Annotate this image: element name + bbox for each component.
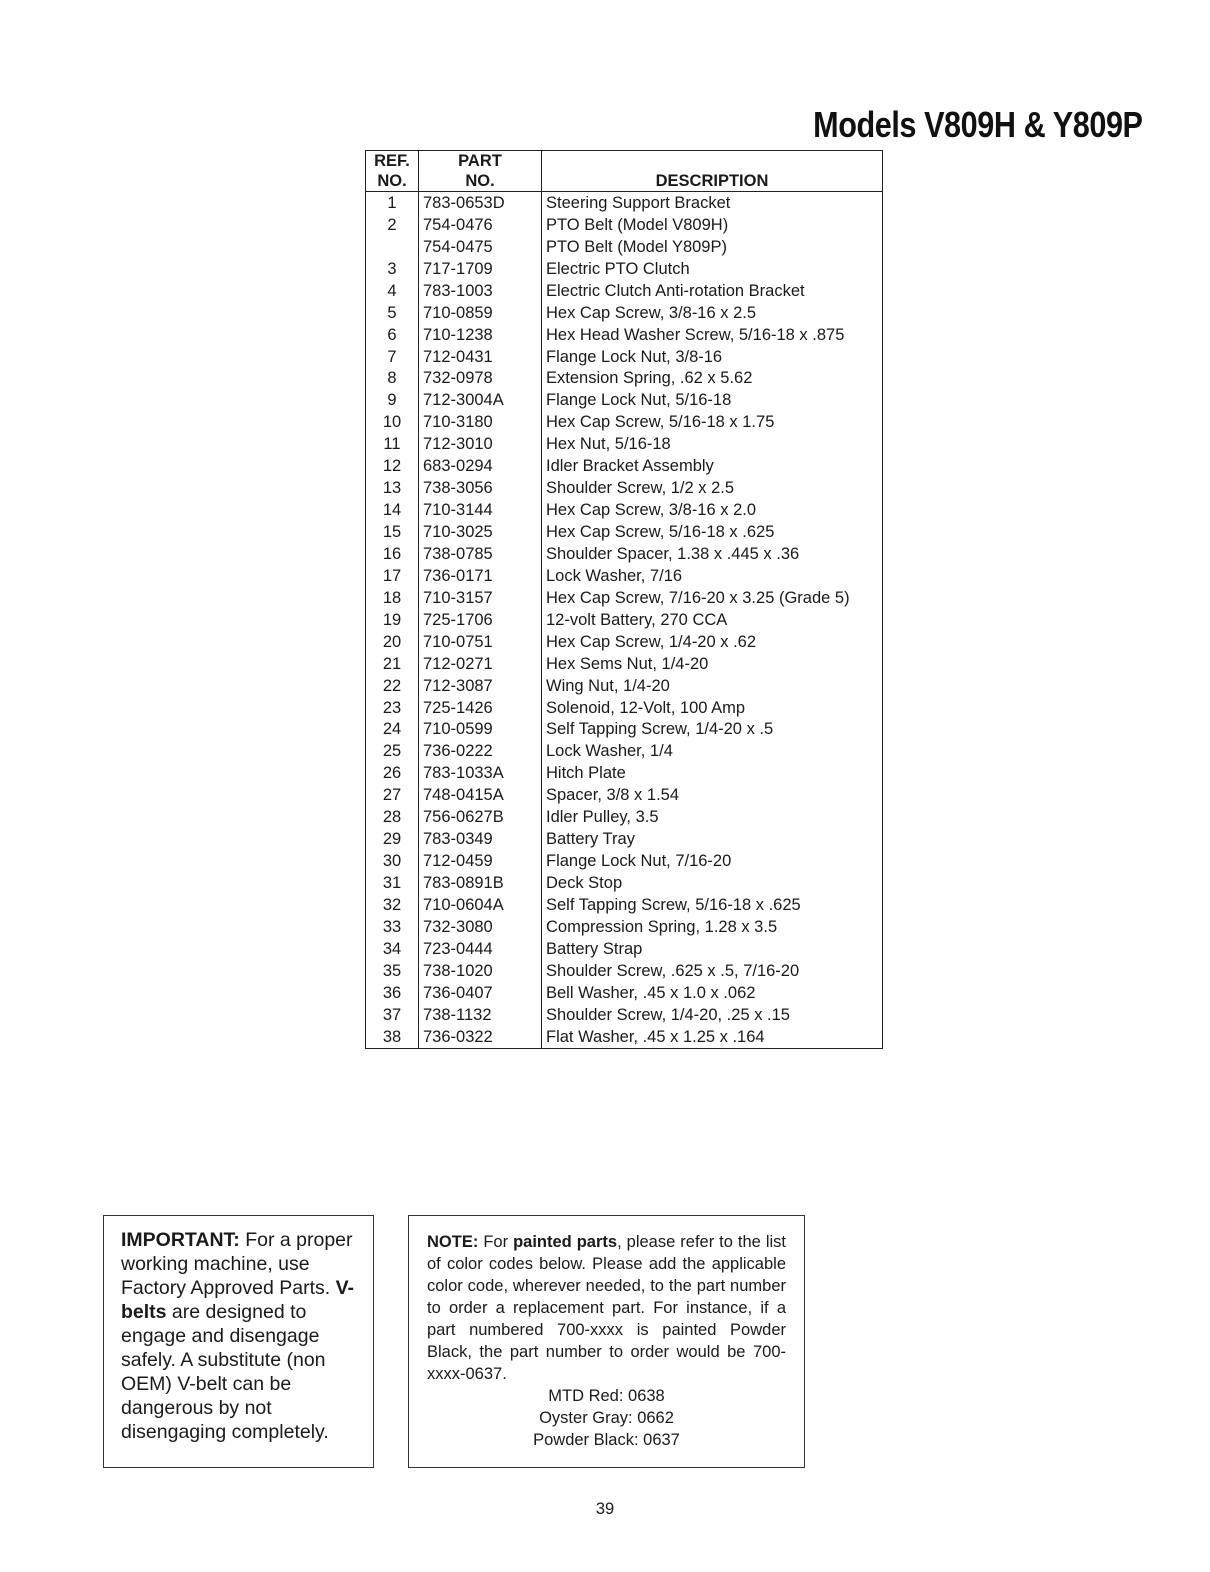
color-code: MTD Red: 0638 [548,1387,665,1405]
color-code: Powder Black: 0637 [533,1431,680,1449]
table-row [366,894,883,916]
table-body [366,192,883,1049]
table-row [366,214,883,236]
table-row [366,784,883,806]
table-row [366,324,883,346]
note-text-2: , please refer to the list of color codes below. Please add the applicable color code, wherever needed, to the part number to order a replacement part. For instance, if a part numbered 700-xxxx is painted Powder Black, the part number to order would be 700-xxxx-0637. [427,1233,787,1383]
ref-number-cell: 19 [366,609,419,631]
ref-number-cell: 27 [366,784,419,806]
part-number-cell: 748-0415A [419,784,542,806]
part-number-cell: 712-0431 [419,346,542,368]
important-notice [103,1215,374,1468]
ref-number-cell: 35 [366,960,419,982]
ref-number-cell: 21 [366,653,419,675]
description-cell: Extension Spring, .62 x 5.62 [546,369,753,388]
table-row [366,1026,883,1048]
description-cell: Spacer, 3/8 x 1.54 [546,786,680,805]
description-cell: Solenoid, 12-Volt, 100 Amp [546,698,746,717]
ref-number-cell: 33 [366,916,419,938]
ref-number-cell: 37 [366,1004,419,1026]
table-row [366,236,883,258]
part-number-cell: 783-1003 [419,280,542,302]
ref-number-cell: 14 [366,499,419,521]
part-number-cell: 710-0859 [419,302,542,324]
description-cell: Hex Nut, 5/16-18 [546,435,671,454]
ref-number-cell: 26 [366,762,419,784]
description-cell: 12-volt Battery, 270 CCA [546,610,728,629]
table-row [366,587,883,609]
part-number-cell: 717-1709 [419,258,542,280]
table-row [366,521,883,543]
table-row [366,806,883,828]
description-cell: Compression Spring, 1.28 x 3.5 [546,917,778,936]
ref-number-cell: 31 [366,872,419,894]
description-cell: Flat Washer, .45 x 1.25 x .164 [546,1027,765,1046]
part-number-cell: 732-3080 [419,916,542,938]
table-row [366,675,883,697]
ref-number-cell: 9 [366,389,419,411]
description-cell: Hex Cap Screw, 5/16-18 x 1.75 [546,413,775,432]
part-number-cell: 736-0322 [419,1026,542,1048]
note-text-1: For [478,1233,514,1251]
part-number-cell: 736-0171 [419,565,542,587]
table-row [366,916,883,938]
description-cell: Hex Cap Screw, 7/16-20 x 3.25 (Grade 5) [546,588,850,607]
ref-number-cell: 38 [366,1026,419,1048]
description-cell: Hex Cap Screw, 3/8-16 x 2.0 [546,501,757,520]
ref-number-cell: 2 [366,214,419,236]
description-cell: Self Tapping Screw, 5/16-18 x .625 [546,895,801,914]
description-cell: Electric PTO Clutch [546,259,690,278]
important-text-2: are designed to engage and disengage safely. A substitute (non OEM) V-belt can be dangerous by not disengaging completely. [121,1301,329,1443]
table-row [366,740,883,762]
important-text-1: For a proper working machine, use Factory Approved Parts. [121,1229,353,1299]
table-row [366,499,883,521]
column-header-description: DESCRIPTION [542,151,883,192]
description-cell: Flange Lock Nut, 7/16-20 [546,852,732,871]
part-number-cell: 738-3056 [419,477,542,499]
table-row [366,631,883,653]
description-cell: Bell Washer, .45 x 1.0 x .062 [546,983,756,1002]
ref-number-cell: 18 [366,587,419,609]
description-cell: Hex Cap Screw, 3/8-16 x 2.5 [546,303,757,322]
table-row [366,938,883,960]
ref-number-cell: 8 [366,368,419,390]
color-code: Oyster Gray: 0662 [539,1409,674,1427]
part-number-cell: 712-3010 [419,433,542,455]
part-number-cell: 710-3025 [419,521,542,543]
ref-number-cell: 22 [366,675,419,697]
important-bold-term: V-belts [121,1277,355,1323]
ref-number-cell: 25 [366,740,419,762]
description-cell: Flange Lock Nut, 5/16-18 [546,391,732,410]
description-cell: PTO Belt (Model Y809P) [546,237,727,256]
table-row [366,565,883,587]
table-row [366,543,883,565]
ref-number-cell: 20 [366,631,419,653]
ref-number-cell: 12 [366,455,419,477]
ref-number-cell: 32 [366,894,419,916]
table-row [366,280,883,302]
table-row [366,850,883,872]
table-row [366,302,883,324]
ref-number-cell: 4 [366,280,419,302]
ref-number-cell: 34 [366,938,419,960]
ref-number-cell: 7 [366,346,419,368]
part-number-cell: 710-3157 [419,587,542,609]
description-cell: Deck Stop [546,874,623,893]
part-number-cell: 736-0407 [419,982,542,1004]
table-row [366,872,883,894]
description-cell: Self Tapping Screw, 1/4-20 x .5 [546,720,774,739]
description-cell: Shoulder Spacer, 1.38 x .445 x .36 [546,544,800,563]
description-cell: Hex Cap Screw, 1/4-20 x .62 [546,632,757,651]
table-row [366,762,883,784]
part-number-cell: 783-0653D [419,192,542,214]
part-number-cell: 723-0444 [419,938,542,960]
table-row [366,609,883,631]
description-cell: Flange Lock Nut, 3/8-16 [546,347,723,366]
ref-number-cell: 30 [366,850,419,872]
part-number-cell: 710-1238 [419,324,542,346]
ref-number-cell: 1 [366,192,419,214]
ref-number-cell: 10 [366,411,419,433]
ref-number-cell: 15 [366,521,419,543]
ref-number-cell: 5 [366,302,419,324]
description-cell: Idler Bracket Assembly [546,457,714,476]
description-cell: PTO Belt (Model V809H) [546,215,729,234]
table-row [366,433,883,455]
description-cell: Shoulder Screw, 1/4-20, .25 x .15 [546,1005,790,1024]
table-row [366,1004,883,1026]
description-cell: Lock Washer, 7/16 [546,566,683,585]
table-row [366,653,883,675]
part-number-cell: 683-0294 [419,455,542,477]
note-paragraph [427,1231,786,1385]
ref-number-cell [366,236,419,258]
table-header-row [366,151,883,192]
description-cell: Shoulder Screw, 1/2 x 2.5 [546,479,735,498]
table-row [366,389,883,411]
table-row [366,192,883,214]
ref-number-cell: 13 [366,477,419,499]
part-number-cell: 710-0599 [419,719,542,741]
part-number-cell: 712-0459 [419,850,542,872]
column-header-part: PART NO. [419,151,542,192]
description-cell: Hex Cap Screw, 5/16-18 x .625 [546,523,775,542]
part-number-cell: 754-0475 [419,236,542,258]
part-number-cell: 712-3087 [419,675,542,697]
description-cell: Battery Strap [546,939,643,958]
table-row [366,411,883,433]
part-number-cell: 738-1132 [419,1004,542,1026]
description-cell: Hex Sems Nut, 1/4-20 [546,654,709,673]
color-code-list [427,1385,786,1451]
description-cell: Wing Nut, 1/4-20 [546,676,670,695]
ref-number-cell: 36 [366,982,419,1004]
painted-parts-note [408,1215,805,1468]
part-number-cell: 736-0222 [419,740,542,762]
part-number-cell: 756-0627B [419,806,542,828]
part-number-cell: 725-1426 [419,697,542,719]
part-number-cell: 783-0349 [419,828,542,850]
column-header-ref: REF. NO. [366,151,419,192]
part-number-cell: 710-0751 [419,631,542,653]
table-row [366,719,883,741]
description-cell: Hitch Plate [546,764,626,783]
table-row [366,368,883,390]
ref-number-cell: 16 [366,543,419,565]
part-number-cell: 783-1033A [419,762,542,784]
ref-number-cell: 11 [366,433,419,455]
part-number-cell: 783-0891B [419,872,542,894]
part-number-cell: 738-1020 [419,960,542,982]
table-row [366,477,883,499]
ref-number-cell: 28 [366,806,419,828]
description-cell: Idler Pulley, 3.5 [546,808,659,827]
ref-number-cell: 3 [366,258,419,280]
part-number-cell: 710-3144 [419,499,542,521]
note-bold-term: painted parts [513,1233,618,1251]
page-number: 39 [595,1500,615,1518]
important-label: IMPORTANT: [121,1229,240,1251]
table-row [366,828,883,850]
ref-number-cell: 17 [366,565,419,587]
ref-number-cell: 23 [366,697,419,719]
description-cell: Shoulder Screw, .625 x .5, 7/16-20 [546,961,800,980]
page-title: Models V809H & Y809P [813,104,1143,145]
description-cell: Electric Clutch Anti-rotation Bracket [546,281,805,300]
part-number-cell: 710-0604A [419,894,542,916]
part-number-cell: 712-3004A [419,389,542,411]
description-cell: Hex Head Washer Screw, 5/16-18 x .875 [546,325,845,344]
part-number-cell: 710-3180 [419,411,542,433]
table-row [366,982,883,1004]
description-cell: Lock Washer, 1/4 [546,742,673,761]
part-number-cell: 754-0476 [419,214,542,236]
part-number-cell: 712-0271 [419,653,542,675]
description-cell: Steering Support Bracket [546,193,731,212]
description-cell: Battery Tray [546,830,635,849]
ref-number-cell: 24 [366,719,419,741]
table-row [366,346,883,368]
part-number-cell: 738-0785 [419,543,542,565]
table-row [366,455,883,477]
part-number-cell: 732-0978 [419,368,542,390]
table-row [366,960,883,982]
table-row [366,258,883,280]
note-label: NOTE: [427,1233,479,1251]
ref-number-cell: 6 [366,324,419,346]
parts-table [365,150,883,1049]
table-row [366,697,883,719]
part-number-cell: 725-1706 [419,609,542,631]
ref-number-cell: 29 [366,828,419,850]
